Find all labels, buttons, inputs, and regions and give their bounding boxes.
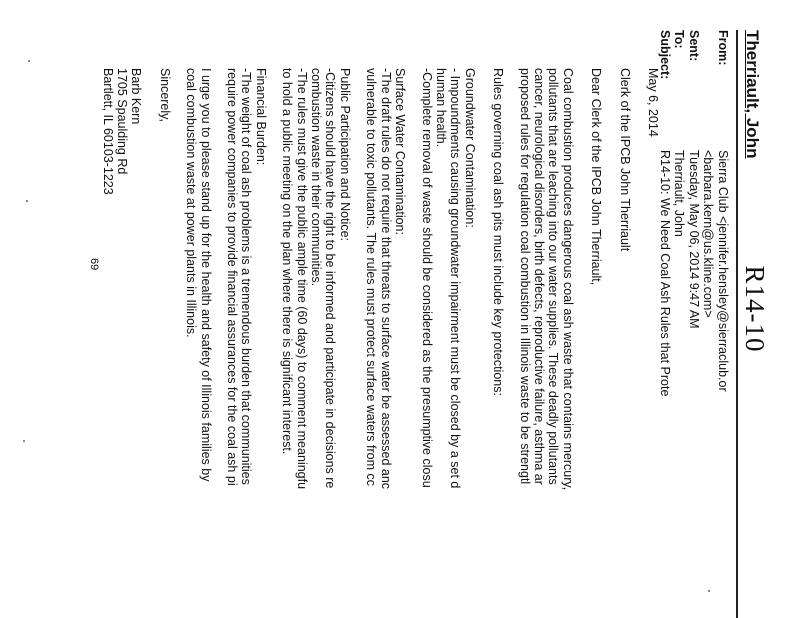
docket-number: R14-10 xyxy=(740,265,770,353)
text-line: Coal combustion produces dangerous coal ash waste that contains mercury, xyxy=(560,68,575,491)
header-label: Subject: xyxy=(658,30,672,80)
section-heading: Groundwater Contamination: xyxy=(462,68,477,228)
signoff: Sincerely, xyxy=(157,68,172,122)
header-row xyxy=(716,30,731,618)
text-line: pollutants that are leaching into our water supplies. These deadly pollutants xyxy=(546,68,561,485)
scan-speck xyxy=(23,440,25,442)
letter-salutation: Dear Clerk of the IPCB John Therriault, xyxy=(589,68,604,286)
header-value: Tuesday, May 06, 2014 9:47 AM xyxy=(687,150,701,329)
text-line: cancer, neurological disorders, birth defects, reproductive failure, asthma ar xyxy=(531,68,546,485)
protections-line: Rules governing coal ash pits must include key protections: xyxy=(491,68,506,396)
text-line: -The draft rules do not require that threats to surface water be assessed anc xyxy=(378,68,393,490)
section-heading: Surface Water Contamination: xyxy=(393,68,408,235)
text-line: vulnerable to toxic pollutants. The rules must protect surface waters from cc xyxy=(364,68,379,487)
header-value: <barbara.kern@us.kline.com> xyxy=(701,150,716,318)
header-row xyxy=(701,30,716,618)
text-line: -The rules must give the public ample time (60 days) to comment meaningfu xyxy=(294,68,309,490)
sender-name: Therriault, John xyxy=(743,30,762,159)
text-line: to hold a public meeting on the plan where there is significant interest. xyxy=(280,68,295,455)
text-line: require power companies to provide financial assurances for the coal ash pi xyxy=(225,68,240,486)
intro-paragraph xyxy=(517,68,575,618)
signature-block xyxy=(100,68,143,618)
scan-speck xyxy=(28,60,30,62)
email-header xyxy=(658,30,731,618)
text-line: - Impoundments causing groundwater impairment must be closed by a set d xyxy=(448,68,463,489)
section-heading: Public Participation and Notice: xyxy=(337,68,352,242)
text-line: -The weight of coal ash problems is a tremendous burden that communities xyxy=(239,68,254,485)
text-line: coal combustion waste at power plants in Illinois. xyxy=(184,68,199,338)
scan-speck xyxy=(26,200,28,202)
financial-burden-section xyxy=(225,68,268,618)
signer-city: Bartlett, IL 60103-1223 xyxy=(100,68,115,195)
groundwater-section xyxy=(419,68,477,618)
letter-recipient: Clerk of the IPCB John Therriault xyxy=(617,68,632,252)
header-value: R14-10: We Need Coal Ash Rules that Prote xyxy=(658,150,672,397)
signer-name: Barb Kern xyxy=(129,68,144,125)
signer-street: 1705 Spaulding Rd xyxy=(115,68,130,175)
header-row xyxy=(687,30,702,618)
text-line: I urge you to please stand up for the health and safety of Illinois families by xyxy=(198,68,213,482)
letter-body xyxy=(100,68,660,618)
letter-date: May 6, 2014 xyxy=(646,68,660,137)
text-line: proposed rules for regulation coal combustion in Illinois waste to be strengtl xyxy=(517,68,532,485)
text-line: combustion waste in their communities. xyxy=(309,68,324,287)
header-label xyxy=(701,30,716,150)
header-row xyxy=(672,30,687,618)
text-line: -Complete removal of waste should be considered as the presumptive closu xyxy=(419,68,434,488)
header-label: To: xyxy=(672,30,687,49)
page-number: 69 xyxy=(88,258,100,271)
header-label: Sent: xyxy=(687,30,701,62)
public-participation-section xyxy=(280,68,352,618)
header-value: Sierra Club <jennifer.hensley@sierraclub.or xyxy=(716,150,730,392)
section-heading: Financial Burden: xyxy=(253,68,268,166)
text-line: human health. xyxy=(433,68,448,148)
scan-speck xyxy=(708,590,710,592)
header-value: Therriault, John xyxy=(672,150,687,237)
surface-water-section xyxy=(364,68,407,618)
closing-paragraph xyxy=(184,68,213,618)
header-divider xyxy=(736,30,738,618)
text-line: -Citizens should have the right to be informed and participate in decisions re xyxy=(323,68,338,489)
header-label: From: xyxy=(716,30,730,66)
